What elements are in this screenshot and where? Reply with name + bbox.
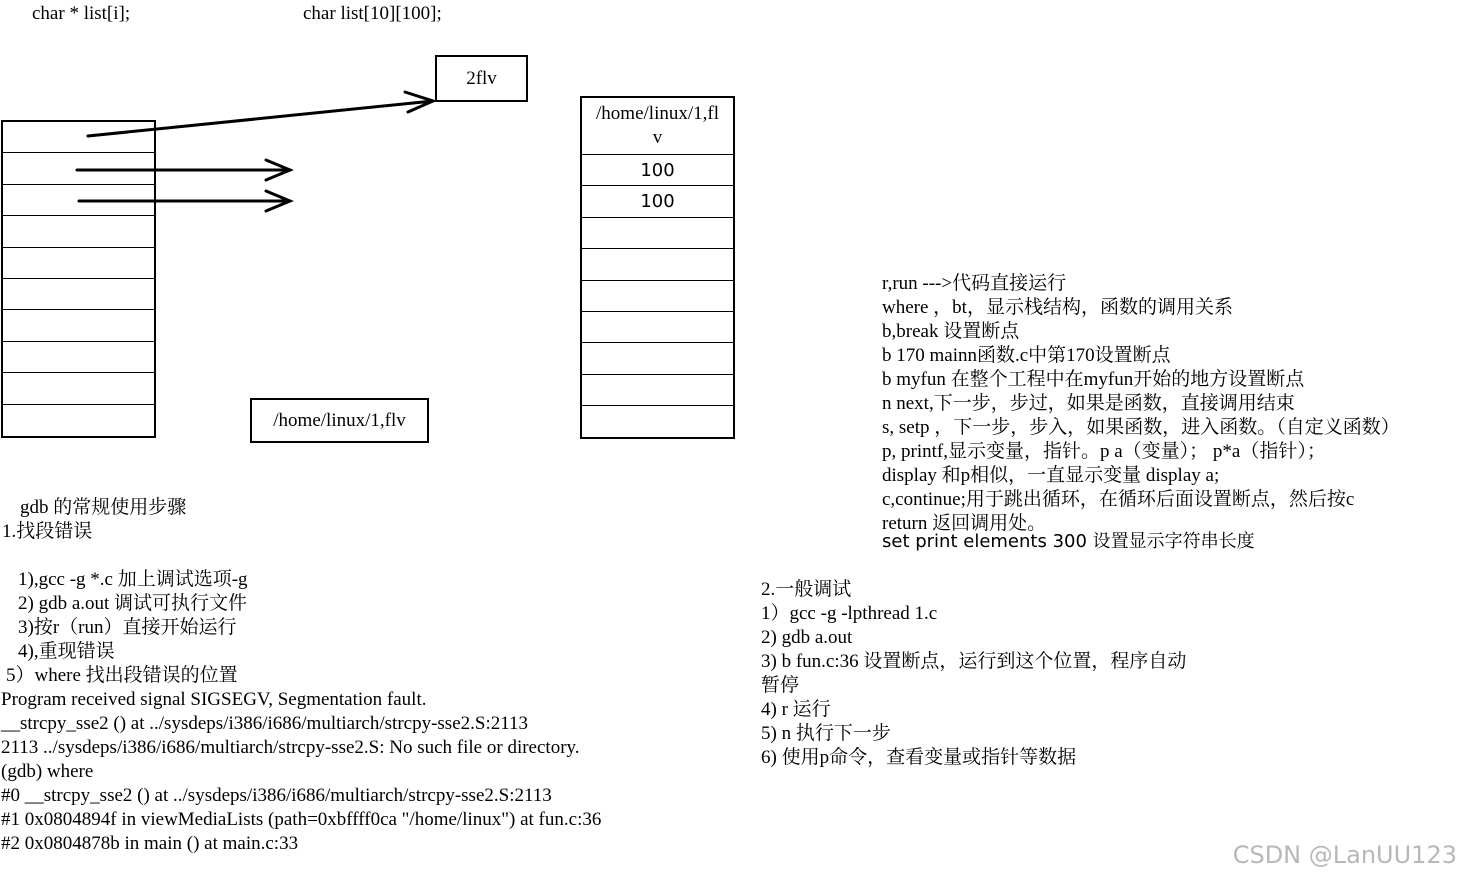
gdb-output-line: (gdb) where [1,761,94,782]
box-2flv-label: 2flv [466,68,497,89]
general-debug [761,578,1186,770]
general-debug-line: 2) gdb a.out [761,627,853,648]
set-print-command: set print elements 300 设置显示字符串长度 [882,531,1255,552]
gdb-output-line: #2 0x0804878b in main () at main.c:33 [1,833,299,854]
two-d-array-cell [582,406,733,437]
two-d-array-cell [582,343,733,374]
two-d-array-cell [582,312,733,343]
two-d-array-cell [582,186,733,217]
gdb-step-2: 2) gdb a.out 调试可执行文件 [18,593,248,614]
two-d-array-cell [582,155,733,186]
two-d-array-header-line2: v [652,127,663,148]
gdb-command-line: b,break 设置断点 [882,321,1020,342]
gdb-section1-title: 1.找段错误 [2,521,93,542]
general-debug-line: 4) r 运行 [761,699,831,720]
two-d-array-cell [582,375,733,406]
gdb-steps-title: gdb 的常规使用步骤 [20,497,187,518]
gdb-command-line: r,run --->代码直接运行 [882,273,1067,294]
gdb-step-1: 1),gcc -g *.c 加上调试选项-g [18,569,248,590]
two-d-array-cell [582,249,733,280]
two-d-array-cell [582,218,733,249]
general-debug-title: 2.一般调试 [761,579,852,600]
path-box-label: /home/linux/1,flv [273,410,406,431]
gdb-output-line: 2113 ../sysdeps/i386/i686/multiarch/strcpy-sse2.S: No such file or directory. [1,737,580,758]
gdb-output-line: #0 __strcpy_sse2 () at ../sysdeps/i386/i686/multiarch/strcpy-sse2.S:2113 [1,785,552,806]
gdb-command-line: p, printf,显示变量，指针。p a（变量）； p*a（指针）； [882,441,1326,462]
gdb-command-line: where ，bt，显示栈结构，函数的调用关系 [882,297,1233,318]
gdb-command-line: c,continue;用于跳出循环，在循环后面设置断点，然后按c [882,489,1355,510]
two-d-array-value: 100 [640,160,675,181]
csdn-watermark: CSDN @LanUU123 [1232,841,1457,869]
gdb-output-line: #1 0x0804894f in viewMediaLists (path=0xbffff0ca "/home/linux") at fun.c:36 [1,809,602,830]
gdb-output-line: Program received signal SIGSEGV, Segmentation fault. [1,689,427,710]
general-debug-line: 5) n 执行下一步 [761,723,891,744]
gdb-command-line: n next,下一步，步过，如果是函数，直接调用结束 [882,393,1295,414]
two-d-array-header-cell [582,98,733,155]
two-d-array-header-line1: /home/linux/1,fl [596,103,719,124]
arrow-to-2flv [88,101,433,136]
general-debug-line: 暂停 [761,675,800,696]
gdb-commands [882,272,1400,536]
gdb-step-3: 3)按r（run）直接开始运行 [18,617,237,638]
gdb-step-4: 4),重现错误 [18,641,115,662]
two-d-array [580,96,735,439]
gdb-command-line: b 170 mainn函数.c中第170设置断点 [882,345,1171,366]
pointer-array-label: char * list[i]; [32,3,131,24]
gdb-step-5: 5）where 找出段错误的位置 [6,665,238,686]
gdb-command-line: return 返回调用处。 [882,513,1047,534]
gdb-command-line: b myfun 在整个工程中在myfun开始的地方设置断点 [882,369,1305,390]
gdb-command-line: display 和p相似，一直显示变量 display a; [882,465,1220,486]
two-d-array-cell [582,281,733,312]
gdb-command-line: s, setp ，下一步，步入，如果函数，进入函数。（自定义函数） [882,417,1400,438]
general-debug-line: 3) b fun.c:36 设置断点，运行到这个位置，程序自动 [761,651,1187,672]
general-debug-line: 1）gcc -g -lpthread 1.c [761,603,938,624]
path-box [250,398,429,443]
gdb-output [1,688,601,856]
two-d-array-value: 100 [640,191,675,213]
general-debug-line: 6) 使用p命令，查看变量或指针等数据 [761,747,1077,768]
two-d-array-label: char list[10][100]; [303,3,442,24]
gdb-output-line: __strcpy_sse2 () at ../sysdeps/i386/i686/multiarch/strcpy-sse2.S:2113 [1,713,529,734]
